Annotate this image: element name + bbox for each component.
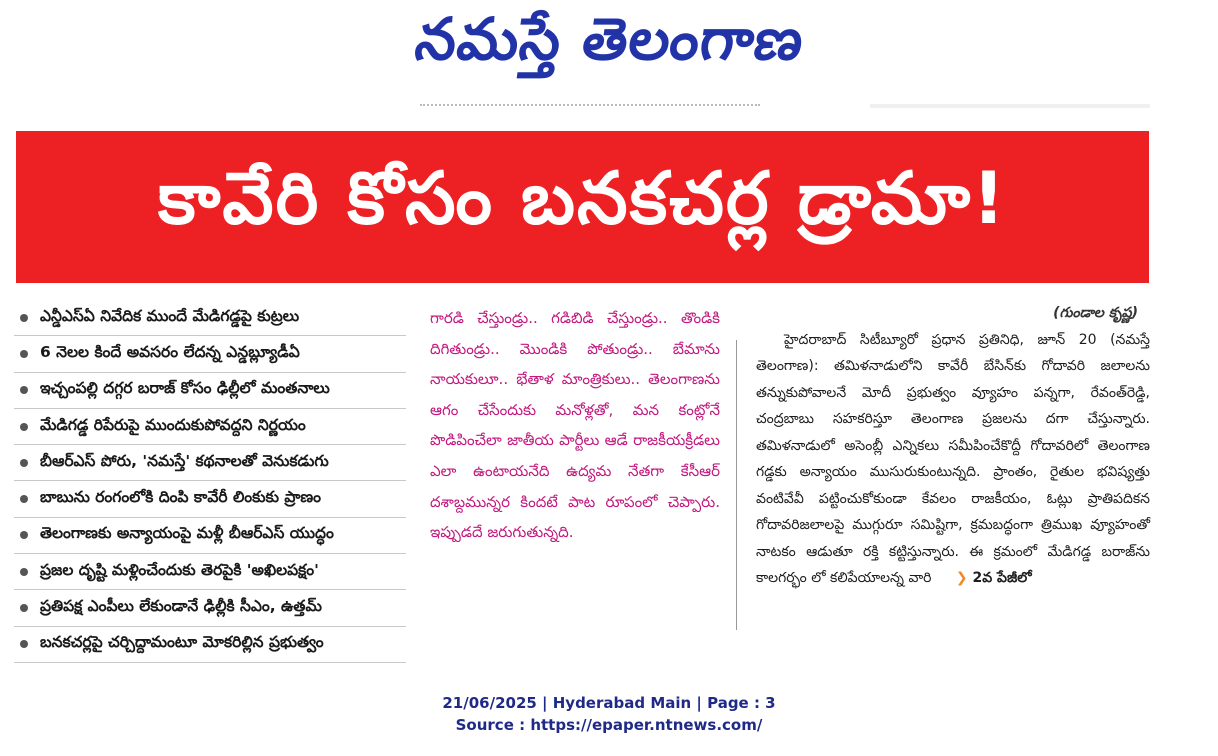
quote-column [430,303,720,548]
highlight-item [14,481,406,517]
edition-info: 21/06/2025 | Hyderabad Main | Page : 3 [442,694,776,712]
bullet-icon [20,350,28,358]
highlight-item [14,300,406,336]
chevron-icon: ❯ [955,570,968,586]
masthead-rule [870,104,1150,108]
continued-link[interactable] [956,570,1032,586]
bullet-icon [20,495,28,503]
headline: కావేరి కోసం బనకచర్ల డ్రామా! [157,156,1008,240]
bullet-icon [20,568,28,576]
article-body [756,327,1150,592]
highlight-item [14,373,406,409]
highlight-text: ప్రతిపక్ష ఎంపీలు లేకుండానే ఢిల్లీకి సీఎం, ఉత్తమ్ [40,597,322,616]
clipping-cut-line [420,96,760,106]
newspaper-logo: నమస్తే తెలంగాణ [411,4,809,73]
bullet-icon [20,604,28,612]
masthead [0,0,1218,92]
bullet-icon [20,314,28,322]
highlight-text: తెలంగాణకు అన్యాయంపై మళ్లీ బీఆర్ఎస్ యుద్ధం [40,524,334,543]
highlight-item [14,627,406,663]
highlight-text: ఇచ్చంపల్లి దగ్గర బరాజ్ కోసం ఢిల్లీలో మంతనాలు [40,379,330,398]
bullet-icon [20,386,28,394]
highlight-item [14,336,406,372]
source-footer [0,692,1218,736]
bullet-icon [20,640,28,648]
headline-banner [16,131,1149,283]
highlight-item [14,590,406,626]
bullet-icon [20,423,28,431]
highlight-text: బనకచర్లపై చర్చిద్దామంటూ మోకరిల్లిన ప్రభుత్వం [40,633,324,652]
bullet-icon [20,531,28,539]
byline: (గుండాల కృష్ణ) [1053,305,1138,321]
quote-text: గారడి చేస్తుండ్రు.. గడిబిడి చేస్తుండ్రు.. తొండికి దిగితుండ్రు.. మొండికి పోతుండ్రు.. బేమాను నాయకులూ.. భేతాళ మాంత్రికులు.. తెలంగాణను ఆగం చేసేందుకు మనోళ్లతో, మన కంట్లోనే పొడిపించేలా జాతీయ పార్టీలు ఆడే రాజకీయక్రీడలు ఎలా ఉంటాయనేది ఉద్యమ నేతగా కేసీఆర్ దశాబ్దమున్నర కిందటే పాట రూపంలో చెప్పారు. ఇప్పుడదే జరుగుతున్నది. [430,309,720,542]
highlight-text: బీఆర్ఎస్ పోరు, 'నమస్తే' కథనాలతో వెనుకడుగు [40,451,329,470]
continued-label: 2వ పేజీలో [972,570,1032,586]
highlights-list [14,300,406,663]
highlight-text: 6 నెలల కిందే అవసరం లేదన్న ఎన్డబ్ల్యూడీఏ [40,342,300,361]
highlight-item [14,518,406,554]
column-divider [736,340,737,630]
bullet-icon [20,459,28,467]
highlight-item [14,445,406,481]
article-text: హైదరాబాద్ సిటీబ్యూరో ప్రధాన ప్రతినిధి, జూన్ 20 (నమస్తే తెలంగాణ): తమిళనాడులోని కావేరీ బేసిన్‌కు గోదావరి జలాలను తన్నుకుపోవాలనే మోదీ ప్రభుత్వం వ్యూహం పన్నగా, రేవంత్‌రెడ్డి, చంద్రబాబు సహకరిస్తూ తెలంగాణ ప్రజలను దగా చేస్తున్నారు. తమిళనాడులో అసెంబ్లీ ఎన్నికలు సమీపించేకొద్దీ గోదావరిలో తెలంగాణ గడ్డకు అన్యాయం ముసురుకుంటున్నది. ప్రాంతం, రైతుల భవిష్యత్తు వంటివేవీ పట్టించుకోకుండా కేవలం రాజకీయం, ఓట్లు ప్రాతిపదికన గోదావరిజలాలపై ముగ్గురూ సమిష్టిగా, క్రమబద్ధంగా త్రిముఖ వ్యూహంతో నాటకం ఆడుతూ రక్తి కట్టిస్తున్నారు. ఈ క్రమంలో మేడిగడ్డ బరాజ్‌ను కాలగర్భం లో కలిపేయాలన్న వారి [756,331,1150,586]
highlight-text: బాబును రంగంలోకి దింపి కావేరీ లింకుకు ప్రాణం [40,488,322,507]
highlight-text: ప్రజల దృష్టి మళ్లించేందుకు తెరపైకి 'అఖిలపక్షం' [40,560,319,579]
highlight-item [14,554,406,590]
highlight-item [14,409,406,445]
highlight-text: ఎన్డీఎస్ఏ నివేదిక ముందే మేడిగడ్డపై కుట్రలు [40,306,300,325]
article-column [756,300,1150,592]
highlight-text: మేడిగడ్డ రిపేరుపై ముందుకుపోవద్దని నిర్ణయం [40,415,306,434]
source-url[interactable]: Source : https://epaper.ntnews.com/ [455,716,763,734]
